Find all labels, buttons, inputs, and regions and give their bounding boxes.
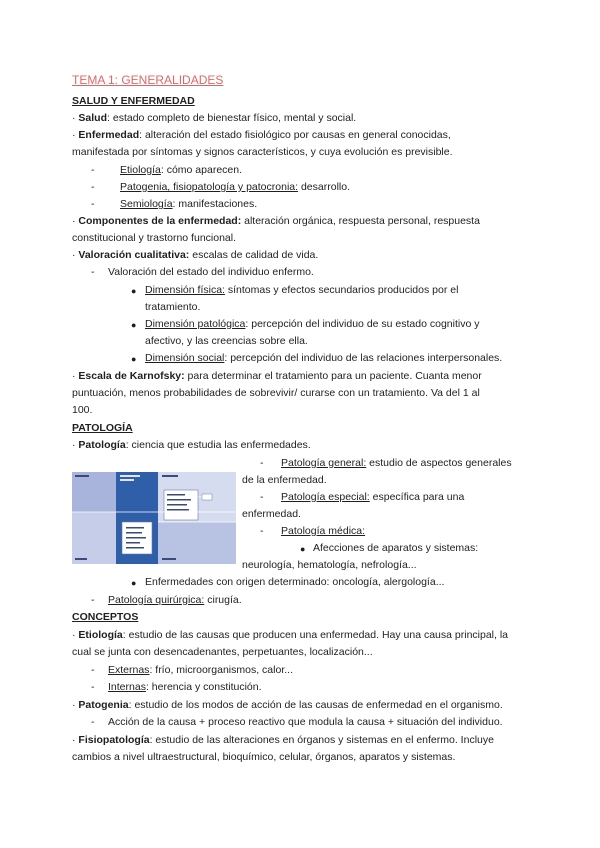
dash-marker: - (91, 716, 95, 728)
internas-item (108, 681, 262, 694)
def-karnofsky-1: para determinar el tratamiento para un paciente. Cuanta menor (184, 370, 482, 382)
def-patologia-quirurgica: cirugía. (204, 594, 242, 606)
term-patologia-general: Patología general: (281, 457, 367, 469)
def-karnofsky-3: 100. (72, 404, 93, 416)
term-externas: Externas (108, 664, 150, 676)
def-patologia-especial-1: específica para una (369, 491, 465, 503)
dash-marker: - (260, 525, 264, 537)
diagram-box-small (202, 494, 212, 500)
def-dim-pato-2: afectivo, y las creencias sobre ella. (145, 335, 308, 347)
diagram-text-mark (120, 479, 134, 481)
etiologia-item (120, 164, 242, 177)
afecciones-line-1: Afecciones de aparatos y sistemas: (313, 542, 479, 554)
section-heading-patologia: PATOLOGÍA (72, 422, 133, 434)
patologia-general-item (281, 457, 512, 470)
term-karnofsky: Escala de Karnofsky: (78, 370, 185, 382)
componentes-line: · Componentes de la enfermedad: alteración orgánica, respuesta personal, respuesta (72, 215, 480, 227)
def-componentes-2: constitucional y trastorno funcional. (72, 232, 237, 244)
def-internas: : herencia y constitución. (145, 681, 262, 693)
origen-line: Enfermedades con origen determinado: oncología, alergología... (145, 576, 445, 588)
diagram-text-mark (167, 509, 189, 511)
term-enfermedad: Enfermedad (78, 129, 140, 141)
def-patologia-general-2: de la enfermedad. (242, 474, 327, 486)
diagram-text-mark (162, 558, 176, 560)
term-dim-pato: Dimensión patológica (145, 318, 246, 330)
dash-marker: - (260, 491, 264, 503)
valoracion-line: · Valoración cualitativa: escalas de calidad de vida. (72, 249, 319, 261)
patogenia-sub: Acción de la causa + proceso reactivo que modula la causa + situación del individuo. (108, 716, 503, 728)
term-semiologia: Semiología (120, 198, 173, 210)
patologia-line: · Patología: ciencia que estudia las enfermedades. (72, 439, 311, 451)
term-dim-fisica: Dimensión física: (145, 284, 225, 296)
salud-line: · Salud: estado completo de bienestar físico, mental y social. (72, 112, 357, 124)
bullet-dot: ● (131, 320, 137, 330)
dash-marker: - (91, 266, 95, 278)
def-dim-pato-1: : percepción del individuo de su estado cognitivo y (245, 318, 480, 330)
term-valoracion: Valoración cualitativa: (78, 249, 190, 261)
dash-marker: - (260, 457, 264, 469)
def-salud: : estado completo de bienestar físico, mental y social. (107, 112, 357, 124)
dash-marker: - (91, 198, 95, 210)
term-dim-social: Dimensión social (145, 352, 225, 364)
diagram-text-mark (126, 547, 144, 549)
def-karnofsky-2: puntuación, menos probabilidades de sobrevivir/ curarse con un tratamiento. Va del 1 al (72, 387, 480, 399)
def-valoracion: escalas de calidad de vida. (189, 249, 319, 261)
def-dim-social: : percepción del individuo de las relaciones interpersonales. (224, 352, 503, 364)
valoracion-sub: Valoración del estado del individuo enfermo. (108, 266, 314, 278)
dash-marker: - (91, 664, 95, 676)
page-title: TEMA 1: GENERALIDADES (72, 73, 224, 87)
dim-social-item (145, 352, 502, 365)
term-etiologia: Etiología (120, 164, 161, 176)
bullet-dot: ● (131, 354, 137, 364)
def-patologia-especial-2: enfermedad. (242, 508, 301, 520)
def-conceptos-patogenia: : estudio de los modos de acción de las causas de enfermedad en el organismo. (128, 699, 503, 711)
dash-marker: - (91, 164, 95, 176)
externas-item (108, 664, 293, 677)
def-componentes-1: alteración orgánica, respuesta personal, respuesta (241, 215, 480, 227)
def-enfermedad-1: : alteración del estado fisiológico por causas en general conocidas, (139, 129, 451, 141)
diagram-panel-top-left (72, 472, 116, 512)
diagram-panel-bottom-right (158, 522, 236, 564)
def-dim-fisica-2: tratamiento. (145, 301, 201, 313)
section-heading-salud: SALUD Y ENFERMEDAD (72, 95, 195, 107)
diagram-text-mark (75, 475, 89, 477)
def-conceptos-etiologia-2: cual se junta con desencadenantes, perpetuantes, localización... (72, 646, 373, 658)
patogenia-item (120, 181, 350, 194)
def-semiologia: : manifestaciones. (172, 198, 258, 210)
term-patogenia: Patogenia, fisiopatología y patocronia: (120, 181, 299, 193)
term-componentes: Componentes de la enfermedad: (78, 215, 242, 227)
patologia-medica-item (281, 525, 365, 538)
conceptos-patogenia-line: · Patogenia: estudio de los modos de acción de las causas de enfermedad en el organismo. (72, 699, 503, 711)
def-conceptos-etiologia-1: : estudio de las causas que producen una enfermedad. Hay una causa principal, la (122, 629, 509, 641)
diagram-text-mark (120, 475, 140, 477)
term-patologia-especial: Patología especial: (281, 491, 370, 503)
diagram-text-mark (167, 504, 187, 506)
diagram-text-mark (162, 475, 178, 477)
semiologia-item (120, 198, 257, 211)
patologia-especial-item (281, 491, 464, 504)
def-conceptos-fisiopato-1: : estudio de las alteraciones en órganos y sistemas en el enfermo. Incluye (149, 734, 494, 746)
diagram-panel-bottom-left (72, 512, 116, 564)
conceptos-etiologia-line: · Etiología: estudio de las causas que producen una enfermedad. Hay una causa principal, la (72, 629, 509, 641)
def-externas: : frío, microorganismos, calor... (149, 664, 293, 676)
diagram-text-mark (126, 532, 142, 534)
term-internas: Internas (108, 681, 146, 693)
term-conceptos-fisiopato: Fisiopatología (78, 734, 150, 746)
diagram-text-mark (75, 558, 87, 560)
term-conceptos-patogenia: Patogenia (78, 699, 129, 711)
def-patogenia: desarrollo. (298, 181, 350, 193)
def-etiologia: : cómo aparecen. (160, 164, 243, 176)
bullet-dot: ● (131, 578, 137, 588)
term-patologia-quirurgica: Patología quirúrgica: (108, 594, 205, 606)
patologia-diagram-image (72, 472, 236, 564)
karnofsky-line: · Escala de Karnofsky: para determinar el tratamiento para un paciente. Cuanta menor (72, 370, 482, 382)
term-patologia: Patología (78, 439, 126, 451)
bullet-dot: ● (300, 544, 306, 554)
dim-fisica-item (145, 284, 458, 297)
term-salud: Salud (78, 112, 108, 124)
def-dim-fisica-1: síntomas y efectos secundarios producidos por el (224, 284, 459, 296)
diagram-text-mark (126, 542, 140, 544)
afecciones-line-2: neurología, hematología, nefrología... (242, 559, 417, 571)
diagram-text-mark (126, 527, 144, 529)
term-patologia-medica: Patología médica: (281, 525, 366, 537)
bullet-dot: ● (131, 286, 137, 296)
term-conceptos-etiologia: Etiología (78, 629, 123, 641)
conceptos-fisiopato-line: · Fisiopatología: estudio de las alteraciones en órganos y sistemas en el enfermo. Incluye (72, 734, 494, 746)
def-patologia-general-1: estudio de aspectos generales (366, 457, 512, 469)
dash-marker: - (91, 594, 95, 606)
def-conceptos-fisiopato-2: cambios a nivel ultraestructural, bioquímico, celular, órganos, aparatos y sistemas. (72, 751, 456, 763)
patologia-quirurgica-item (108, 594, 242, 607)
section-heading-conceptos: CONCEPTOS (72, 611, 139, 623)
dim-pato-item (145, 318, 479, 331)
dash-marker: - (91, 681, 95, 693)
def-enfermedad-2: manifestada por síntomas y signos característicos, y cuya evolución es previsible. (72, 146, 453, 158)
diagram-text-mark (167, 499, 191, 501)
def-patologia: : ciencia que estudia las enfermedades. (125, 439, 311, 451)
diagram-text-mark (126, 537, 146, 539)
diagram-text-mark (167, 494, 185, 496)
enfermedad-line: · Enfermedad: alteración del estado fisiológico por causas en general conocidas, (72, 129, 451, 141)
dash-marker: - (91, 181, 95, 193)
